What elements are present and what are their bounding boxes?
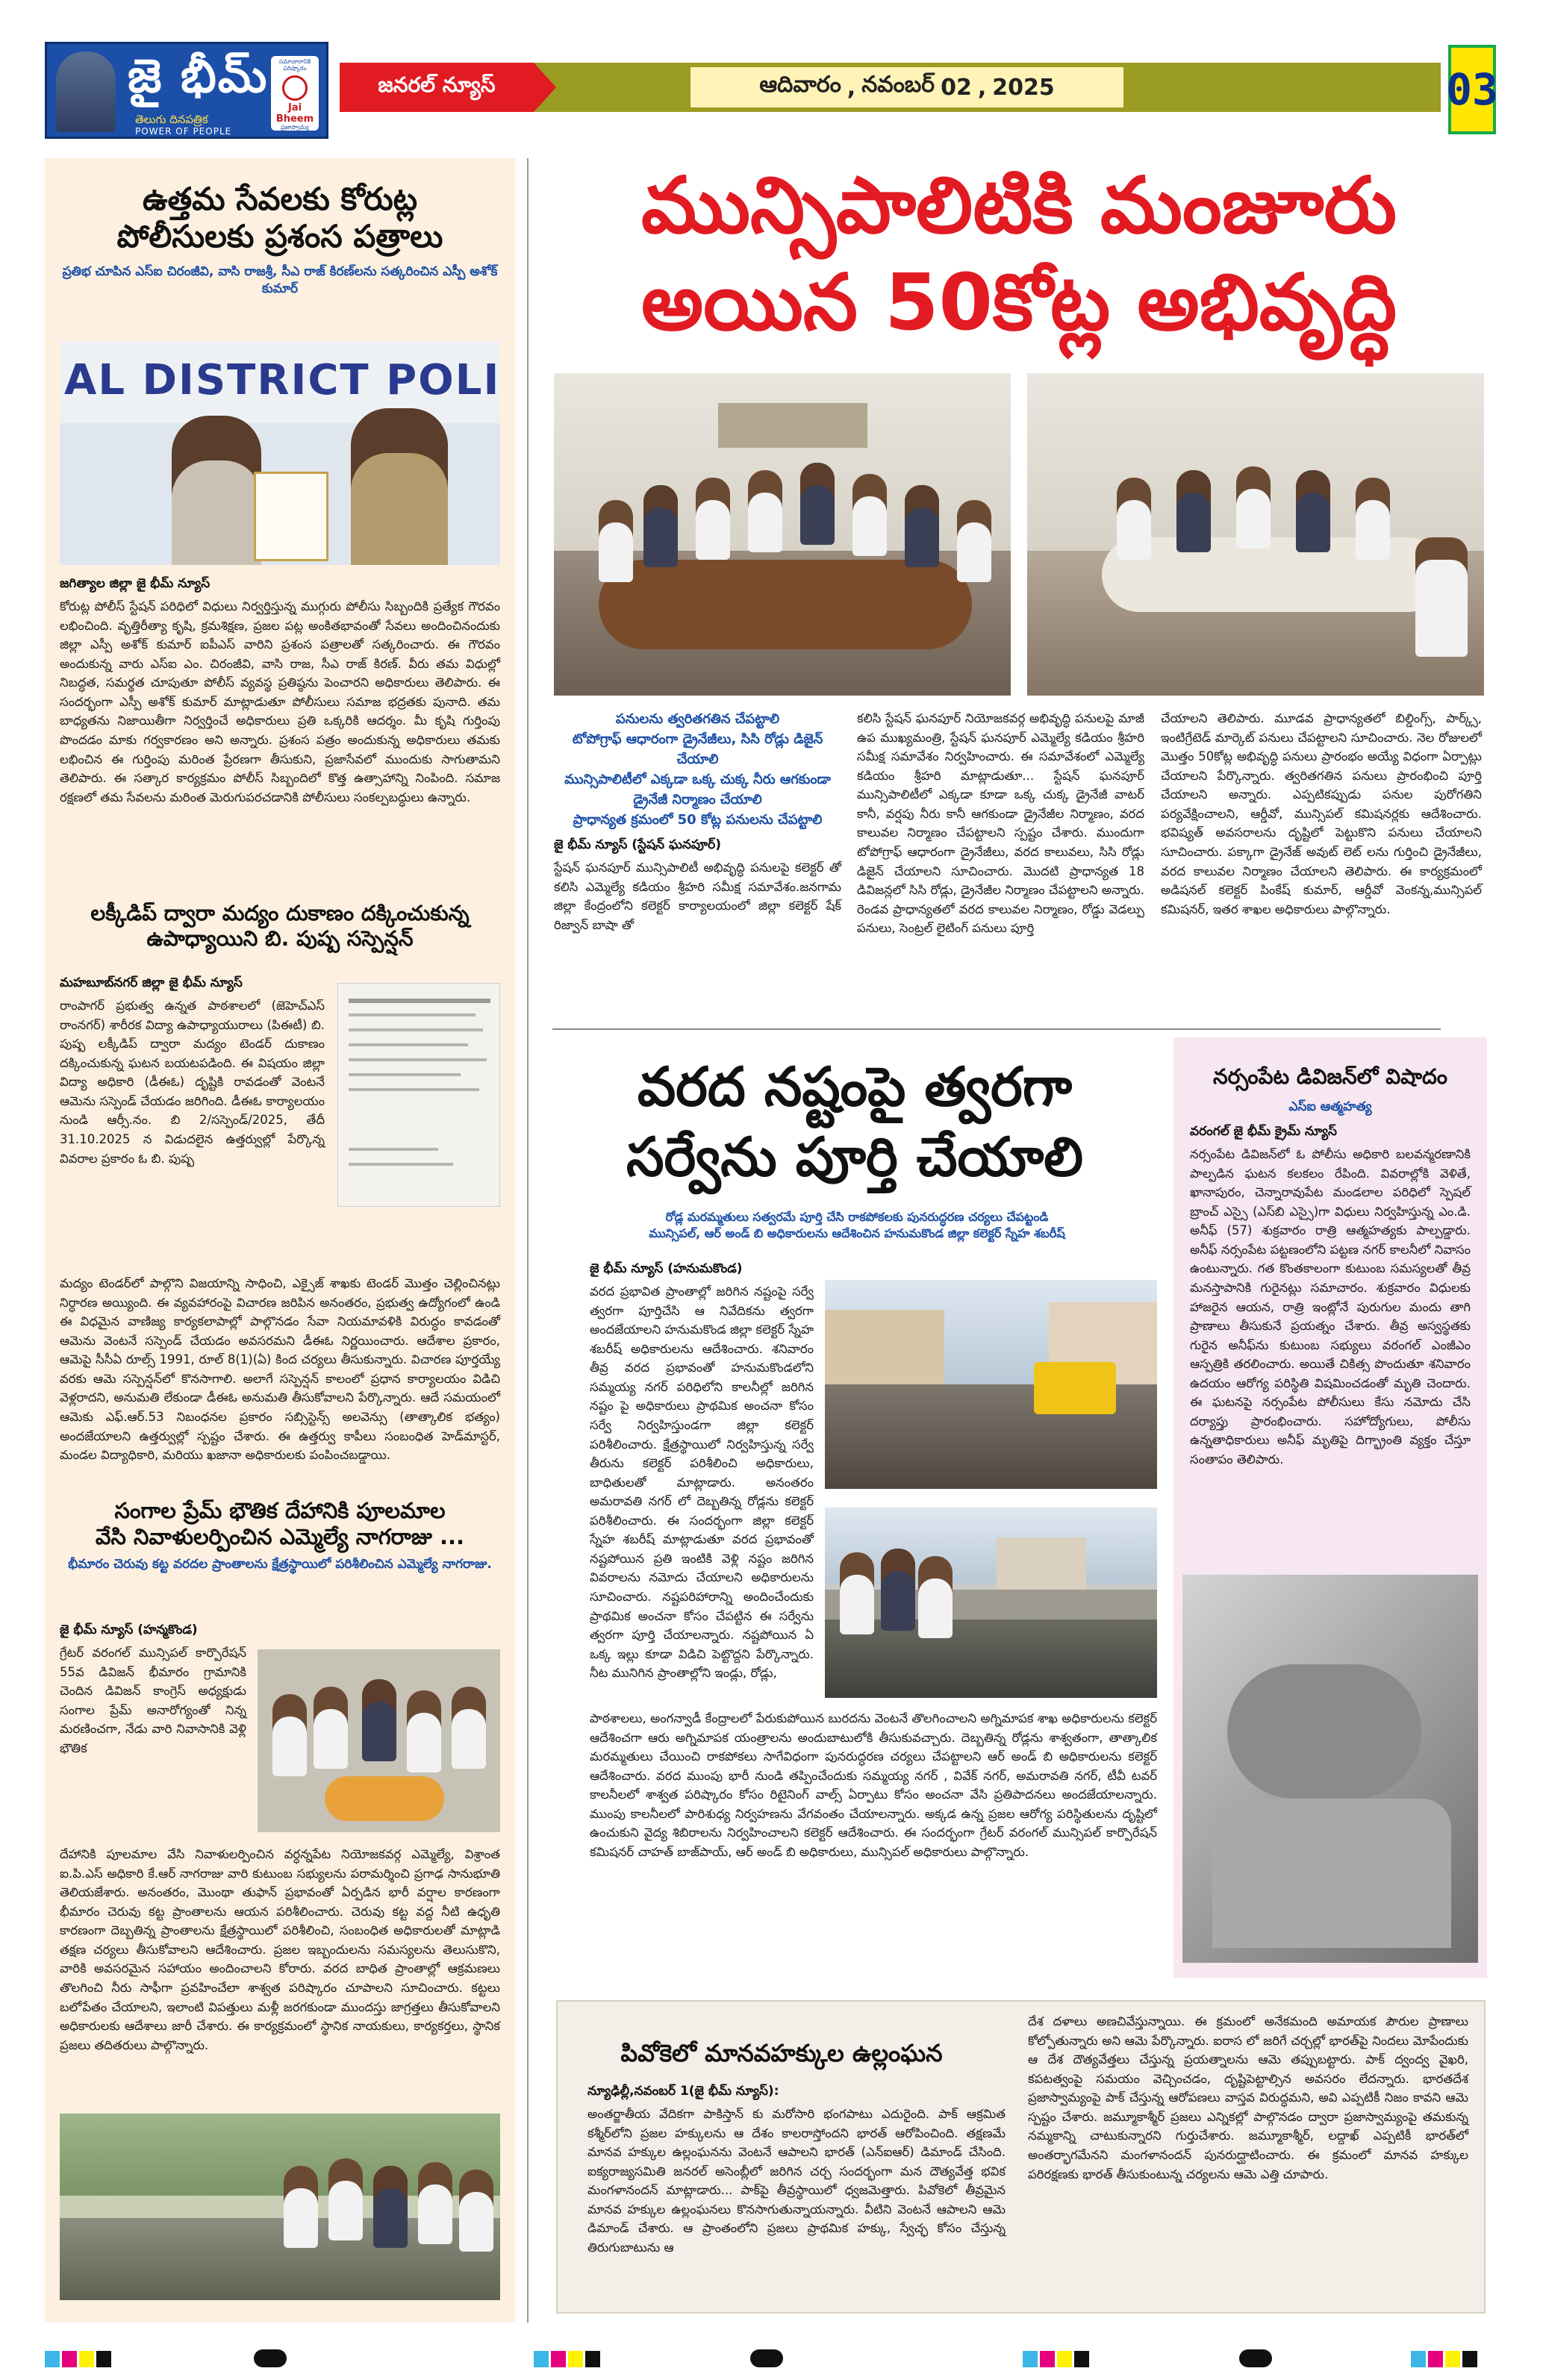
date-num: 02: [941, 74, 972, 101]
review-meeting-photo-1: [554, 373, 1011, 696]
mla-tribute-photo: [258, 1649, 500, 1832]
logo-tagline: తెలుగు దినపత్రిక: [135, 113, 208, 126]
story-headline: ఉత్తమ సేవలకు కోరుట్ల పోలీసులకు ప్రశంస పత్రాలు: [116, 181, 443, 255]
bottom-column-1: [587, 2084, 1006, 2258]
pok-human-rights-story: [556, 2000, 1486, 2314]
dateline: జగిత్యాల జిల్లా జై భీమ్ న్యూస్: [60, 576, 211, 591]
story1-body: [60, 576, 500, 807]
story2-body-bottom: [60, 1274, 500, 1465]
section-divider: [552, 1028, 1441, 1030]
article-body: వరద ప్రభావిత ప్రాంతాల్లో జరిగిన నష్టంపై సర్వే త్వరగా పూర్తిచేసి ఆ నివేదికను త్వరగా అందజేయాలని హనుమకొండ జిల్లా కలెక్టర్ స్నేహ శబరీష్ అధికారులను ఆదేశించారు. శనివారం తీవ్ర వరద ప్రభావంతో హనుమకొండలోని సమ్మయ్య నగర్ పరిధిలోని కాలనీల్లో జరిగిన నష్టం పై అధికారులు ప్రాథమిక అంచనా కోసం సర్వే నిర్వహిస్తుండగా జిల్లా కలెక్టర్ పరిశీలించారు. క్షేత్రస్థాయిలో నిర్వహిస్తున్న సర్వే తీరును కలెక్టర్ పరిశీలించి అధికారులు, బాధితులతో మాట్లాడారు. అనంతరం అమరావతి నగర్ లో దెబ్బతిన్న రోడ్లను కలెక్టర్ పరిశీలించారు. ఈ సందర్భంగా జిల్లా కలెక్టర్ స్నేహ శబరీష్ మాట్లాడుతూ వరద ప్రభావంతో నష్టపోయిన ప్రతి ఇంటికి వెళ్లి నష్టం జరిగిన వివరాలను నమోదు చేయాలని అధికారులను సూచించారు. నష్టపరిహారాన్ని అందించేందుకు ప్రాథమిక అంచనా కోసం చేపట్టిన ఈ సర్వేను త్వరగా పూర్తి చేయాలన్నారు. నష్టపోయిన ఏ ఒక్క ఇల్లు కూడా విడిచి పెట్టొద్దని పేర్కొన్నారు. నీట మునిగిన ప్రాంతాల్లోని ఇండ్లు, రోడ్లు,: [590, 1284, 814, 1681]
article-body: రాంపాగర్ ప్రభుత్వ ఉన్నత పాఠశాలలో (జెహెచ్‌ఎస్ రాంనగర్) శారీరక విద్యా ఉపాధ్యాయురాలు (పిఈటీ) బి. పుష్ప లక్కీడిప్ ద్వారా మద్యం టెండర్ దుకాణం దక్కించుకున్న ఘటన బయటపడింది. ఈ విషయం జిల్లా విద్యా అధికారి (డీఈఓ) దృష్టికి రావడంతో వెంటనే ఆమెను సస్పెండ్ చేయడం జరిగింది. డీఈఓ కార్యాలయం నుండి ఆర్సీ.నం. బి 2/సస్పెండ్/2025, తేదీ 31.10.2025 న విడుదలైన ఉత్తర్వుల్లో పేర్కొన్న వివరాల ప్రకారం ఓ బి. పుష్ప: [60, 999, 325, 1166]
article-body: గ్రేటర్ వరంగల్ మున్సిపల్ కార్పొరేషన్ 55వ డివిజన్ భీమారం గ్రామానికి చెందిన డివిజన్ కాంగ్రెస్ అధ్యక్షుడు సంగాల ప్రేమ్ అనారోగ్యంతో నిన్న మరణించగా, నేడు వారి నివాసానికి వెళ్లి భౌతిక: [60, 1646, 246, 1755]
police-award-photo: [60, 341, 500, 565]
dateline: వరంగల్ జై భీమ్ క్రైమ్ న్యూస్: [1190, 1124, 1337, 1139]
review-meeting-photo-2: [1027, 373, 1484, 696]
main-headline: మున్సిపాలిటికి మంజూరు అయిన 50కోట్ల అభివృద్ధి: [640, 160, 1397, 348]
suspension-order-photo: [337, 983, 500, 1207]
flood-sub-1: రోడ్ల మరమ్మతులు సత్వరమే పూర్తి చేసి రాకపోకలకు పునరుద్ధరణ చర్యలు చేపట్టండి: [665, 1210, 1049, 1224]
color-registration-bar: [1411, 2351, 1477, 2367]
bottom-column-2: [1028, 2012, 1468, 2184]
bridge-inspection-photo: [825, 1508, 1157, 1698]
flood-subheads: [558, 1209, 1156, 1241]
dateline: జై భీమ్ న్యూస్ (హనుమకొండ): [590, 1261, 743, 1276]
date-year: 2025: [992, 74, 1055, 101]
registration-mark: [1239, 2349, 1272, 2367]
story-body-block: [1190, 1124, 1471, 1469]
jai-bheem-badge: [271, 56, 319, 137]
dateline: జై భీమ్ న్యూస్ (హన్మకొండ): [60, 1622, 198, 1637]
dateline: న్యూఢిల్లీ,నవంబర్ 1(జై భీమ్ న్యూస్):: [587, 2084, 779, 2099]
story-subheadline: ఎస్‌ఐ ఆత్మహత్య: [1288, 1099, 1372, 1114]
article-body: దేహానికి పూలమాల వేసి నివాళులర్పించిన వర్ధన్నపేట నియోజకవర్గ ఎమ్మెల్యే, విశ్రాంత ఐ.పి.ఎస్ అధికారి కే.ఆర్ నాగరాజు వారి కుటుంబ సభ్యులను పరామర్శించి ప్రగాఢ సానుభూతి తెలియజేశారు. అనంతరం, మొంథా తుఫాన్ ప్రభావంతో ఏర్పడిన భారీ వర్షాల కారణంగా భీమారం చెరువు కట్ట ప్రాంతాలను ఆయన పరిశీలించారు. చెరువు కట్ట వద్ద నీటి ఉధృతి కారణంగా దెబ్బతిన్న ప్రాంతాలను క్షేత్రస్థాయిలో పరిశీలించి, సంబంధిత అధికారులతో మాట్లాడి తక్షణ చర్యలు తీసుకోవాలని ఆదేశించారు. ప్రజల ఇబ్బందులను సమస్యలను తెలుసుకొని, వారికి అవసరమైన సహాయం అందించాలని కోరారు. వరద బాధిత ప్రాంతాల్లో ఆక్రమణలు తొలగించి నీరు సాఫీగా ప్రవహించేలా శాశ్వత పరిష్కారం చూపాలని సూచించారు. కట్టలు బలోపేతం చేయాలని, ఇలాంటి విపత్తులు మళ్లీ జరగకుండా ముందస్తు జాగ్రత్తలు తీసుకోవాలని అధికారులకు ఆదేశాలు జారీ చేశారు. ఈ కార్యక్రమంలో స్థానిక నాయకులు, కార్యకర్తలు, స్థానిక ప్రజలు తదితరులు పాల్గొన్నారు.: [60, 1847, 500, 2052]
article-body: పాఠశాలలు, అంగన్వాడీ కేంద్రాలలో పేరుకుపోయిన బురదను వెంటనే తొలగించాలని అగ్నిమాపక శాఖ అధికారులను కలెక్టర్ ఆదేశించగా ఆరు అగ్నిమాపక యంత్రాలను అందుబాటులోకి తీసుకువచ్చారు. దెబ్బతిన్న రోడ్లను శాశ్వతంగా, తాత్కాలిక మరమ్మతులు చేయించి రాకపోకలు సాగేవిధంగా పునరుద్ధరణ చర్యలు చేపట్టాలని ఆర్ అండ్ బి అధికారులను కలెక్టర్ ఆదేశించారు. వరద ముంపు భారీ నుండి తప్పించేందుకు సమ్మయ్య నగర్ , వివేక్ నగర్, అమరావతి నగర్, టీవీ టవర్ కాలనీలలో శాశ్వత పరిష్కారం కోసం రిటైనింగ్ వాల్స్ ఏర్పాటు కోసం అంచనా వేసి ప్రతిపాదనలు అందజేయాలన్నారు. ముంపు కాలనీలలో పారిశుధ్య నిర్వహణను వేగవంతం చేయాలన్నారు. అక్కడ ఉన్న ప్రజల ఆరోగ్య పరిస్థితులను దృష్టిలో ఉంచుకుని వైద్య శిబిరాలను నిర్వహించాలని కలెక్టర్ ఆదేశించారు. ఈ సందర్భంగా గ్రేటర్ వరంగల్ మున్సిపల్ కార్పొరేషన్ కమిషనర్ చాహత్ బాజ్‌పాయ్, ఆర్ అండ్ బి అధికారులు, మున్సిపల్ అధికారులు పాల్గొన్నారు.: [590, 1711, 1157, 1859]
color-registration-bar: [1023, 2351, 1089, 2367]
newspaper-logo[interactable]: [45, 42, 328, 139]
flood-body-wide: [590, 1709, 1157, 1862]
dateline: మహబూబ్‌నగర్ జిల్లా జై భీమ్ న్యూస్: [60, 975, 243, 990]
victim-photo: [1182, 1575, 1478, 1963]
highlight-2: టోపోగ్రాఫ్ ఆధారంగా డ్రైనేజీలు, సిసి రోడ్లు డిజైన్ చేయాలి: [572, 731, 823, 767]
badge-name: Jai Bheem: [275, 101, 314, 125]
story3-body-top: [60, 1622, 246, 1758]
issue-date: ఆదివారం , నవంబర్ 02 , 2025: [691, 67, 1123, 107]
color-registration-bar: [45, 2351, 111, 2367]
damaged-road-photo: [825, 1280, 1157, 1489]
badge-emblem-icon: [282, 75, 308, 101]
left-column: [45, 158, 515, 2323]
story-headline: పివోకెలో మానవహక్కుల ఉల్లంఘన: [620, 2039, 943, 2067]
main-column-3: [1161, 709, 1482, 919]
registration-mark: [254, 2349, 287, 2367]
highlight-3: మున్సిపాలిటీలో ఎక్కడా ఒక్క చుక్క నీరు ఆగకుండా డ్రైనేజీ నిర్మాణం చేయాలి: [564, 772, 831, 808]
story-headline: సంగాల ప్రేమ్ భౌతిక దేహానికి పూలమాల వేసి నివాళులర్పించిన ఎమ్మెల్యే నాగరాజు ...: [95, 1498, 465, 1549]
highlight-1: పనులను త్వరితగతిన చేపట్టాలి: [615, 711, 780, 727]
flood-headline: వరద నష్టంపై త్వరగా సర్వేను పూర్తి చేయాలి: [626, 1055, 1083, 1188]
page-number: 03: [1448, 45, 1496, 134]
article-body: మద్యం టెండర్‌లో పాల్గొని విజయాన్ని సాధించి, ఎక్సైజ్ శాఖకు టెండర్ మొత్తం చెల్లించినట్లు నిర్ధారణ అయ్యింది. ఈ వ్యవహారంపై విచారణ జరిపిన అనంతరం, ప్రభుత్వ ఉద్యోగంలో ఉండి ఈ విధమైన వాణిజ్య కార్యకలాపాల్లో పాల్గొనడం సేవా నియమావళికి విరుద్ధం కావడంతో ఆమెను వెంటనే సస్పెండ్ చేయడం అవసరమని డీఈఓ నిర్ణయించారు. ఆదేశాల ప్రకారం, ఆమెపై సీసీఏ రూల్స్ 1991, రూల్ 8(1)(ఏ) కింద చర్యలు తీసుకున్నారు. విచారణ పూర్తయ్యే వరకు ఆమె సస్పెన్షన్‌లో కొనసాగాలి. అలాగే సస్పెన్షన్ కాలంలో ప్రధాన కార్యాలయం విడిచి వెళ్లరాదని, అనుమతి లేకుండా డీఈఓ అనుమతి తీసుకోవాలని పేర్కొన్నారు. ఆదే సమయంలో ఆమెకు ఎఫ్.ఆర్.53 నిబంధనల ప్రకారం సబ్సిస్టెన్స్ అలవెన్సు (తాత్కాలిక భత్యం) అందజేయాలని ఉత్తర్వుల్లో స్పష్టం చేశారు. ఈ ఉత్తర్వు కాపీలు సంబంధిత హెడ్‌మాస్టర్, మండల విద్యాధికారి, మరియు ఖజానా అధికారులకు పంపించబడ్డాయి.: [60, 1276, 500, 1463]
main-column-2: [857, 709, 1144, 938]
story-subheadline: ప్రతిభ చూపిన ఎస్‌ఐ చిరంజీవి, వాసి రాజశ్రీ, సీఎ రాజ్ కిరణ్‌లను సత్కరించిన ఎస్పీ అశోక్ కుమార్: [62, 263, 498, 296]
story3-body-bottom: [60, 1845, 500, 2055]
logo-title: జై భీమ్: [128, 49, 269, 103]
badge-top: సమాచారానికి పరిష్కారం: [278, 58, 311, 72]
story2-body-top: [60, 975, 325, 1168]
article-body: కోరుట్ల పోలీస్ స్టేషన్ పరిధిలో విధులు నిర్వర్తిస్తున్న ముగ్గురు పోలీసు సిబ్బందికి ప్రత్యేక గౌరవం లభించింది. వృత్తిరీత్యా కృషి, క్రమశిక్షణ, ప్రజల పట్ల అంకితభావంతో సేవలు అందించినందుకు జిల్లా ఎస్పీ అశోక్ కుమార్ ఐపీఎస్ వారిని ప్రశంస పత్రాలతో సత్కరించారు. ఈ గౌరవం అందుకున్న వారు ఎస్‌ఐ ఎం. చిరంజీవి, వాసి రాజ, సీఎ రాజ్ కిరణ్. వీరు తమ విధుల్లో నిబద్ధత, సమర్థత చూపుతూ పోలీస్ వ్యవస్థ ప్రతిష్ఠను పెంచారని అధికారులు తెలిపారు. ఈ సందర్భంగా ఎస్పీ అశోక్ కుమార్ మాట్లాడుతూ పోలీసులు సమాజ భద్రతకు పునాది. తమ బాధ్యతను నిజాయితీగా నిర్వర్తించే అధికారులు ప్రతి ఒక్కరికి ఆదర్శం. మీ కృషి గుర్తింపు పొందడం మాకు గర్వకారణం అని అన్నారు. ప్రశంస పత్రం అందుకున్న అధికారులు తమకు లభించిన ఈ గుర్తింపు మరింత ప్రేరణగా తీసుకుని, ప్రజాసేవలో ముందుకు సాగుతామని తెలిపారు. ఈ సత్కార కార్యక్రమం పోలీస్ సిబ్బందిలో కొత్త ఉత్సాహాన్ని నింపింది. సమాజ రక్షణలో తమ సేవలను మరింత మెరుగుపరచడానికి పోలీసులు సంకల్పబద్ధులు ఉన్నారు.: [60, 599, 500, 805]
highlight-4: ప్రాధాన్యత క్రమంలో 50 కోట్ల పనులను చేపట్టాలి: [573, 812, 823, 828]
story-headline: నర్సంపేట డివిజన్‌లో విషాదం: [1213, 1064, 1447, 1089]
date-month: నవంబర్: [861, 72, 935, 98]
si-suicide-story: [1173, 1037, 1487, 1978]
story-mla-tribute: [60, 1498, 500, 1573]
article-body: దేశ దళాలు అణచివేస్తున్నాయి. ఈ క్రమంలో అనేకమంది అమాయక పౌరుల ప్రాణాలు కోల్పోతున్నారు అని ఆమె పేర్కొన్నారు. ఐరాస లో జరిగే చర్చల్లో భారత్‌పై నిందలు మోపేందుకు ఆ దేశ దౌత్యవేత్తలు చేస్తున్న ప్రయత్నాలను ఆమె తప్పుబట్టారు. పాక్ ద్వంద్వ వైఖరి, కపటత్వంపై సమయం వెచ్చించడం, దృష్టిపెట్టాల్సిన అవసరం లేదన్నారు. భారతదేశ ప్రజాస్వామ్యంపై పాక్ చేస్తున్న ఆరోపణలు వాస్తవ విరుద్ధమని, అవి ఎప్పటికీ నిజం కావని ఆమె స్పష్టం చేశారు. జమ్మూకాశ్మీర్ ప్రజలు ఎన్నికల్లో పాల్గొనడం ద్వారా ప్రజాస్వామ్యంపై తమకున్న నమ్మకాన్ని చాటుకున్నారని గుర్తుచేశారు. జమ్మూకాశ్మీర్, లద్దాఖ్ ఎప్పటికీ భారత్‌లో అంతర్భాగమేనని మంగళానందన్ పునరుద్ఘాటించారు. ఈ క్రమంలో మానవ హక్కుల పరిరక్షణకు భారత్ తీసుకుంటున్న చర్యలను ఆమె ఎత్తి చూపారు.: [1028, 2014, 1468, 2181]
photo-banner-text: AL DISTRICT POLI: [64, 356, 500, 405]
flood-sub-2: మున్సిపల్, ఆర్ అండ్ బి అధికారులను ఆదేశించిన హనుమకొండ జిల్లా కలెక్టర్ స్నేహ శబరీష్: [649, 1225, 1065, 1240]
logo-english: POWER OF PEOPLE: [135, 126, 232, 137]
article-body: చేయాలని తెలిపారు. మూడవ ప్రాధాన్యతలో బిల్డింగ్స్, పార్క్స్, ఇంటిగ్రేటెడ్ మార్కెట్ పనులు చేపట్టాలని సూచించారు. నెల రోజులలో మొత్తం 50కోట్ల అభివృద్ధి పనులు ప్రారంభం అయ్యే విధంగా ఏర్పాట్లు చేయాలని పేర్కొన్నారు. త్వరితగతిన పనులు ప్రారంభించి పూర్తి చేయాలని అన్నారు. ఎప్పటికప్పుడు పనుల పురోగతిని పర్యవేక్షించాలని, ఆర్డీవో, మున్సిపల్ కమిషనర్లకు ఆదేశించారు. భవిష్యత్ అవసరాలను దృష్టిలో పెట్టుకొని పనులు చేయాలని సూచించారు. పక్కాగా డ్రైనేజ్ అవుట్ లెట్ లను గుర్తించి డ్రైనేజీలు, వరద కాలువల నిర్మాణం చేయాలని తెలిపారు. ఈ కార్యక్రమంలో అడిషనల్ కలెక్టర్ పింకేష్ కుమార్, ఆర్డీవో వెంకన్న,మున్సిపల్ కమిషనర్, ఇతర శాఖల అధికారులు పాల్గొన్నారు.: [1161, 711, 1482, 916]
article-body: కలిసి స్టేషన్ ఘనపూర్ నియోజకవర్గ అభివృద్ధి పనులపై మాజీ ఉప ముఖ్యమంత్రి, స్టేషన్ ఘనపూర్ ఎమ్మెల్యే కడియం శ్రీహరి సమీక్ష సమావేశం నిర్వహించారు. ఈ సమావేశంలో ఎమ్మెల్యే కడియం శ్రీహరి మాట్లాడుతూ... స్టేషన్ ఘనపూర్ మున్సిపాలిటీలో ఎక్కడా కూడా ఒక్క చుక్క డ్రైనేజీ వాటర్ కానీ, వర్షపు నీరు కానీ ఆగకుండా డ్రైనేజీల నిర్మాణం, వరద కాలువల నిర్మాణం చేపట్టాలని స్పష్టం చేశారు. ముందుగా టోపోగ్రాఫ్ ఆధారంగా డ్రైనేజీలు, వరద కాలువలు, సిసి రోడ్లు డిజైన్ చేయాలని సూచించారు. మొదటి ప్రాధాన్యత 18 డివిజన్లలో సిసి రోడ్లు, డ్రైనేజీల నిర్మాణం చేపట్టాలని అన్నారు. రెండవ ప్రాధాన్యతలో వరద కాలువల నిర్మాణం, రోడ్డు వెడల్పు పనులు, సెంట్రల్ లైటింగ్ పనులు పూర్తి: [857, 711, 1144, 936]
story-teacher-suspension: [60, 901, 500, 951]
flood-body-narrow: [590, 1261, 814, 1683]
portrait-icon: [56, 51, 116, 132]
story-subheadline: భీమారం చెరువు కట్ట వరదల ప్రాంతాలను క్షేత్రస్థాయిలో పరిశీలించిన ఎమ్మెల్యే నాగరాజు.: [68, 1556, 492, 1572]
header-band: [340, 63, 1441, 112]
main-highlights: [554, 709, 841, 934]
article-body: నర్సంపేట డివిజన్‌లో ఓ పోలీసు అధికారి బలవన్మరణానికి పాల్పడిన ఘటన కలకలం రేపింది. వివరాల్లోకి వెళితే, ఖానాపురం, చెన్నారావుపేట మండలాల పరిధిలో స్పెషల్ బ్రాంచ్ ఎస్సై (ఎస్‌బి ఎస్సై)గా విధులు నిర్వహిస్తున్న ఎం.డి. అనీఫ్ (57) శుక్రవారం రాత్రి ఆత్మహత్యకు పాల్పడ్డారు. అనీఫ్ నర్సంపేట పట్టణంలోని పట్టణ నగర్ కాలనీలో నివాసం ఉంటున్నారు. గత కొంతకాలంగా కుటుంబ సమస్యలతో తీవ్ర మనస్తాపానికి గురైనట్లు సమాచారం. శుక్రవారం విధులకు హాజరైన ఆయన, రాత్రి ఇంట్లోనే పురుగుల మందు తాగి ప్రాణాలు తీసుకునే ప్రయత్నం చేశారు. తీవ్ర అస్వస్థతకు గురైన అనీఫ్‌ను కుటుంబ సభ్యులు వరంగల్ ఎంజీఎం ఆస్పత్రికి తరలించారు. అయితే చికిత్స పొందుతూ శనివారం ఉదయం ఆరోగ్య పరిస్థితి విషమించడంతో మృతి చెందారు. ఈ ఘటనపై నర్సంపేట పోలీసులు కేసు నమోదు చేసి దర్యాప్తు ప్రారంభించారు. సహోద్యోగులు, పోలీసు ఉన్నతాధికారులు అనీఫ్ మృతిపై దిగ్భ్రాంతి వ్యక్తం చేస్తూ సంతాపం తెలిపారు.: [1190, 1147, 1471, 1467]
color-registration-bar: [534, 2351, 600, 2367]
section-label: జనరల్ న్యూస్: [340, 63, 534, 112]
story-headline: లక్కీడిప్ ద్వారా మద్యం దుకాణం దక్కించుకున్న ఉపాధ్యాయిని బి. పుష్ప సస్పెన్షన్: [90, 901, 470, 951]
article-body: అంతర్జాతీయ వేదికగా పాకిస్తాన్ కు మరోసారి భంగపాటు ఎదురైంది. పాక్ ఆక్రమిత కశ్మీర్‌లోని ప్రజల హక్కులను ఆ దేశం కాలరాస్తోందని భారత్ ఆరోపించింది. తక్షణమే మానవ హక్కుల ఉల్లంఘనను వెంటనే ఆపాలని భారత్ (ఎన్‌ఐఆర్) డిమాండ్ చేసింది. ఐక్యరాజ్యసమితి జనరల్ అసెంబ్లీలో జరిగిన చర్చ సందర్భంగా మన దౌత్యవేత్త భవిక మంగళానందన్ మాట్లాడారు... పాక్‌పై తీవ్రస్థాయిలో ధ్వజమెత్తారు. పివోకెలో తీవ్రమైన మానవ హక్కుల ఉల్లంఘనలు కొనసాగుతున్నాయన్నారు. వీటిని వెంటనే ఆపాలని ఆమె డిమాండ్ చేశారు. ఆ ప్రాంతంలోని ప్రజలు ప్రాథమిక హక్కు, స్వేచ్ఛ కోసం చేస్తున్న తిరుగుబాటును ఆ: [587, 2107, 1006, 2255]
masthead: [45, 42, 1497, 145]
date-day: ఆదివారం: [759, 72, 841, 98]
lake-inspection-photo: [60, 2114, 500, 2300]
article-body: స్టేషన్ ఘనపూర్ మున్సిపాలిటీ అభివృద్ధి పనులపై కలెక్టర్ తో కలిసి ఎమ్మెల్యే కడియం శ్రీహరి సమీక్ష సమావేశం.జనగామ జిల్లా కేంద్రంలోని కలెక్టర్ కార్యాలయంలో జిల్లా కలెక్టర్ షేక్ రిజ్వాన్ బాషా తో: [554, 861, 841, 932]
badge-bottom: ప్రజాస్వామ్య విజయం: [281, 123, 309, 137]
story-police-awards: [60, 181, 500, 298]
column-divider: [527, 158, 529, 2323]
dateline: జై భీమ్ న్యూస్ (స్టేషన్ ఘనపూర్): [554, 837, 721, 852]
registration-mark: [750, 2349, 783, 2367]
